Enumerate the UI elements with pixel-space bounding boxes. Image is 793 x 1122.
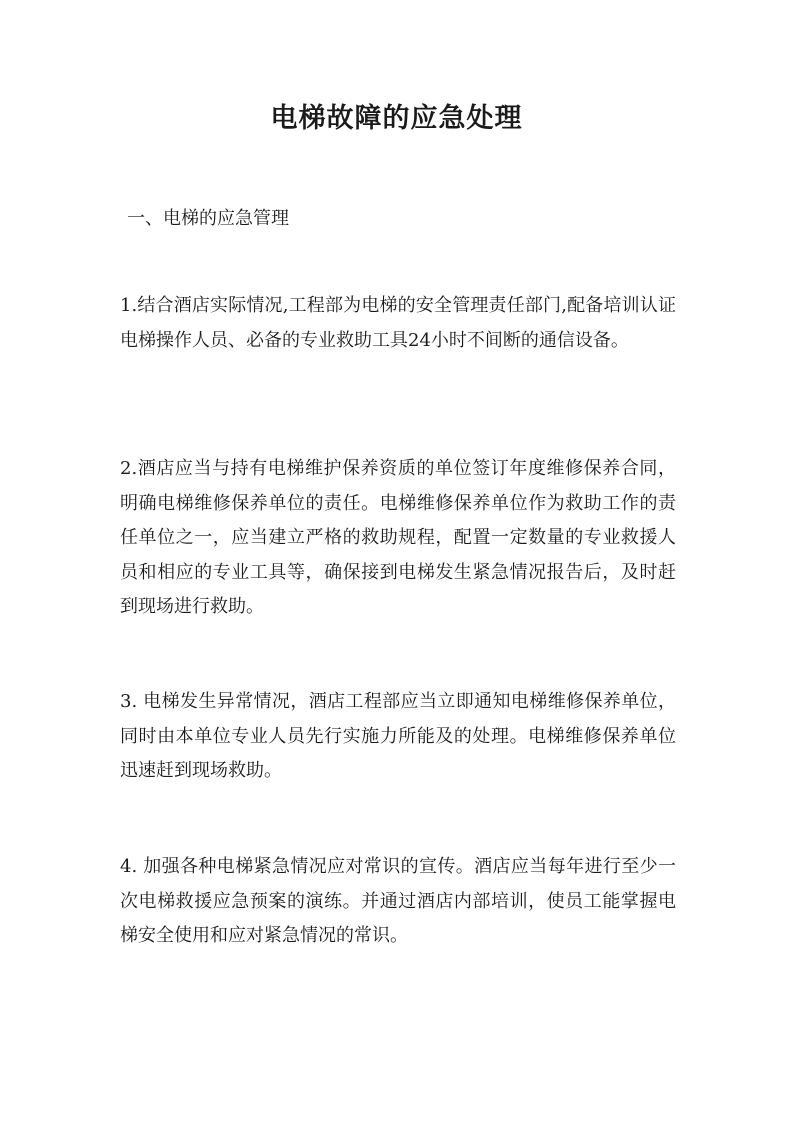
page-title: 电梯故障的应急处理 — [270, 103, 523, 134]
section-heading: 一、电梯的应急管理 — [127, 208, 289, 229]
paragraph-1: 1.结合酒店实际情况,工程部为电梯的安全管理责任部门,配备培训认证电梯操作人员、必备的专业救助工具24小时不间断的通信设备。 — [120, 295, 676, 351]
paragraph-3: 3. 电梯发生异常情况，酒店工程部应当立即通知电梯维修保养单位，同时由本单位专业人员先行实施力所能及的处理。电梯维修保养单位迅速赶到现场救助。 — [120, 691, 676, 781]
paragraph-4: 4. 加强各种电梯紧急情况应对常识的宣传。酒店应当每年进行至少一次电梯救援应急预案的演练。并通过酒店内部培训，使员工能掌握电梯安全使用和应对紧急情况的常识。 — [120, 856, 676, 946]
paragraph-2: 2.酒店应当与持有电梯维护保养资质的单位签订年度维修保养合同，明确电梯维修保养单位的责任。电梯维修保养单位作为救助工作的责任单位之一，应当建立严格的救助规程，配置一定数量的专业救援人员和相应的专业工具等，确保接到电梯发生紧急情况报告后，及时赶到现场进行救助。 — [120, 458, 676, 617]
